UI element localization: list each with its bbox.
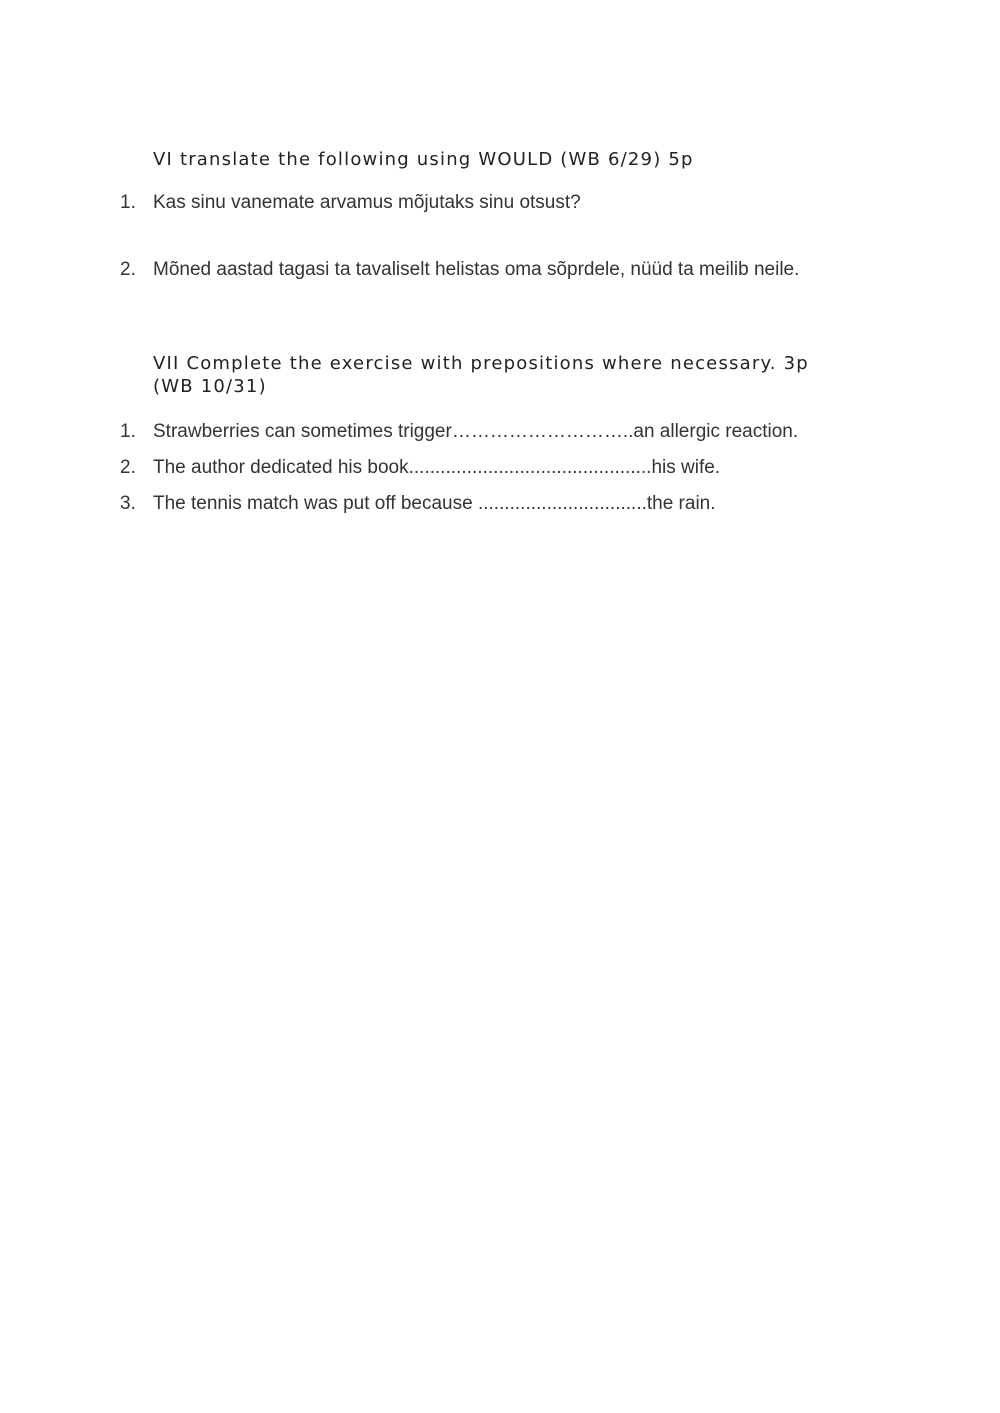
item-text: The tennis match was put off because ................................the rain. (153, 493, 716, 514)
item-number: 2. (120, 457, 136, 478)
item-text: Kas sinu vanemate arvamus mõjutaks sinu otsust? (153, 192, 581, 213)
list-item (120, 191, 581, 215)
item-number: 2. (120, 259, 136, 280)
item-text: Mõned aastad tagasi ta tavaliselt helistas oma sõprdele, nüüd ta meilib neile. (153, 259, 800, 280)
item-number: 1. (120, 421, 136, 442)
item-number: 1. (120, 192, 136, 213)
list-item (120, 456, 720, 480)
item-text: The author dedicated his book..............................................his wife. (153, 457, 721, 478)
section-vii-title-line2: (WB 10/31) (153, 376, 267, 397)
section-vii-title (153, 352, 809, 398)
list-item (120, 420, 798, 444)
list-item (120, 492, 716, 516)
section-vii-title-line1: VII Complete the exercise with prepositions where necessary. 3p (153, 353, 809, 374)
list-item (120, 258, 799, 282)
item-text: Strawberries can sometimes trigger………………………..an allergic reaction. (153, 421, 799, 442)
item-number: 3. (120, 493, 136, 514)
section-vi-title: VI translate the following using WOULD (WB 6/29) 5p (153, 149, 694, 170)
